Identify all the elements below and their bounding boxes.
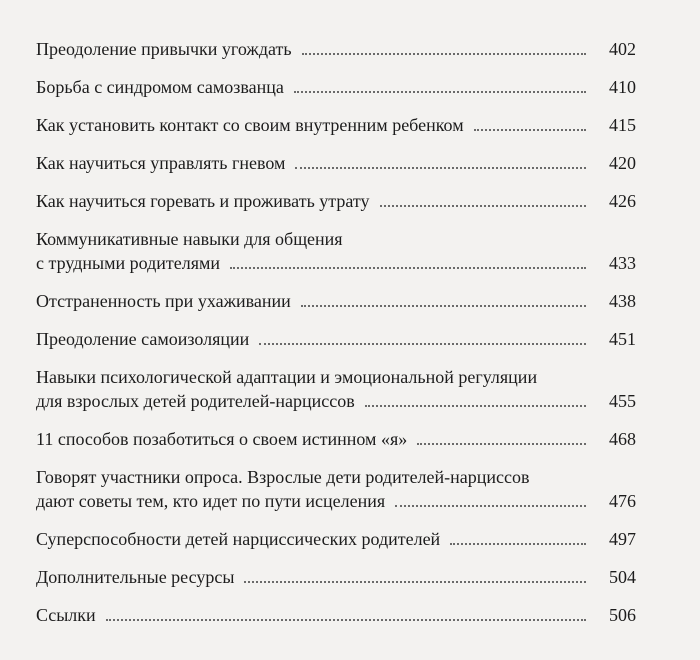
toc-page-number: 402 bbox=[609, 39, 636, 59]
toc-entry bbox=[36, 37, 636, 61]
toc-entry-row bbox=[36, 389, 636, 413]
toc-entry bbox=[36, 227, 636, 275]
toc-entry-title-line: Навыки психологической адаптации и эмоциональной регуляции bbox=[36, 367, 538, 387]
toc-page-number: 451 bbox=[609, 329, 636, 349]
toc-page-number: 438 bbox=[609, 291, 636, 311]
toc-entry bbox=[36, 427, 636, 451]
toc-entry bbox=[36, 189, 636, 213]
dot-leader bbox=[450, 543, 586, 545]
toc-page-number: 415 bbox=[609, 115, 636, 135]
toc-entry-row bbox=[36, 37, 636, 61]
dot-leader bbox=[294, 91, 586, 93]
toc-entry-title: Преодоление привычки угождать bbox=[36, 39, 292, 59]
toc-entry bbox=[36, 151, 636, 175]
toc-entry-row bbox=[36, 75, 636, 99]
dot-leader bbox=[474, 129, 586, 131]
dot-leader bbox=[244, 581, 586, 583]
toc-entry-row bbox=[36, 151, 636, 175]
toc-page-number: 426 bbox=[609, 191, 636, 211]
toc-entry bbox=[36, 565, 636, 589]
toc-entry-title: дают советы тем, кто идет по пути исцеления bbox=[36, 491, 386, 511]
dot-leader bbox=[106, 619, 586, 621]
toc-entry-title: для взрослых детей родителей-нарциссов bbox=[36, 391, 355, 411]
toc-page-number: 476 bbox=[609, 491, 636, 511]
toc-entry bbox=[36, 327, 636, 351]
toc-entry-row bbox=[36, 489, 636, 513]
toc-entry-title: Ссылки bbox=[36, 605, 96, 625]
toc-entry-title: с трудными родителями bbox=[36, 253, 221, 273]
toc-entry bbox=[36, 113, 636, 137]
toc-entry bbox=[36, 365, 636, 413]
dot-leader bbox=[295, 167, 586, 169]
table-of-contents bbox=[36, 37, 636, 641]
dot-leader bbox=[259, 343, 586, 345]
toc-entry-row bbox=[36, 251, 636, 275]
toc-entry-row bbox=[36, 189, 636, 213]
toc-entry bbox=[36, 527, 636, 551]
toc-entry-title: 11 способов позаботиться о своем истинном «я» bbox=[36, 429, 408, 449]
toc-entry bbox=[36, 465, 636, 513]
toc-entry bbox=[36, 603, 636, 627]
dot-leader bbox=[365, 405, 586, 407]
toc-page-number: 433 bbox=[609, 253, 636, 273]
toc-entry-title: Как научиться горевать и проживать утрату bbox=[36, 191, 370, 211]
toc-entry-row bbox=[36, 565, 636, 589]
toc-entry-title: Дополнительные ресурсы bbox=[36, 567, 235, 587]
toc-page-number: 455 bbox=[609, 391, 636, 411]
toc-page-number: 468 bbox=[609, 429, 636, 449]
toc-entry-row bbox=[36, 603, 636, 627]
toc-entry-row bbox=[36, 527, 636, 551]
toc-page-number: 410 bbox=[609, 77, 636, 97]
toc-entry-title: Преодоление самоизоляции bbox=[36, 329, 250, 349]
toc-entry-title: Как установить контакт со своим внутренним ребенком bbox=[36, 115, 464, 135]
toc-entry-title: Отстраненность при ухаживании bbox=[36, 291, 291, 311]
toc-entry-row bbox=[36, 113, 636, 137]
toc-entry-row bbox=[36, 289, 636, 313]
dot-leader bbox=[302, 53, 586, 55]
dot-leader bbox=[395, 505, 586, 507]
toc-entry bbox=[36, 75, 636, 99]
toc-entry-title: Суперспособности детей нарциссических родителей bbox=[36, 529, 441, 549]
toc-entry-title-line: Говорят участники опроса. Взрослые дети родителей-нарциссов bbox=[36, 467, 530, 487]
toc-entry-title-line: Коммуникативные навыки для общения bbox=[36, 229, 343, 249]
toc-entry-row bbox=[36, 427, 636, 451]
dot-leader bbox=[417, 443, 586, 445]
dot-leader bbox=[230, 267, 586, 269]
dot-leader bbox=[380, 205, 586, 207]
toc-entry bbox=[36, 289, 636, 313]
toc-entry-title: Как научиться управлять гневом bbox=[36, 153, 286, 173]
toc-page-number: 420 bbox=[609, 153, 636, 173]
toc-page-number: 497 bbox=[609, 529, 636, 549]
toc-page-number: 506 bbox=[609, 605, 636, 625]
toc-entry-row bbox=[36, 327, 636, 351]
toc-entry-title: Борьба с синдромом самозванца bbox=[36, 77, 284, 97]
dot-leader bbox=[301, 305, 586, 307]
toc-page-number: 504 bbox=[609, 567, 636, 587]
